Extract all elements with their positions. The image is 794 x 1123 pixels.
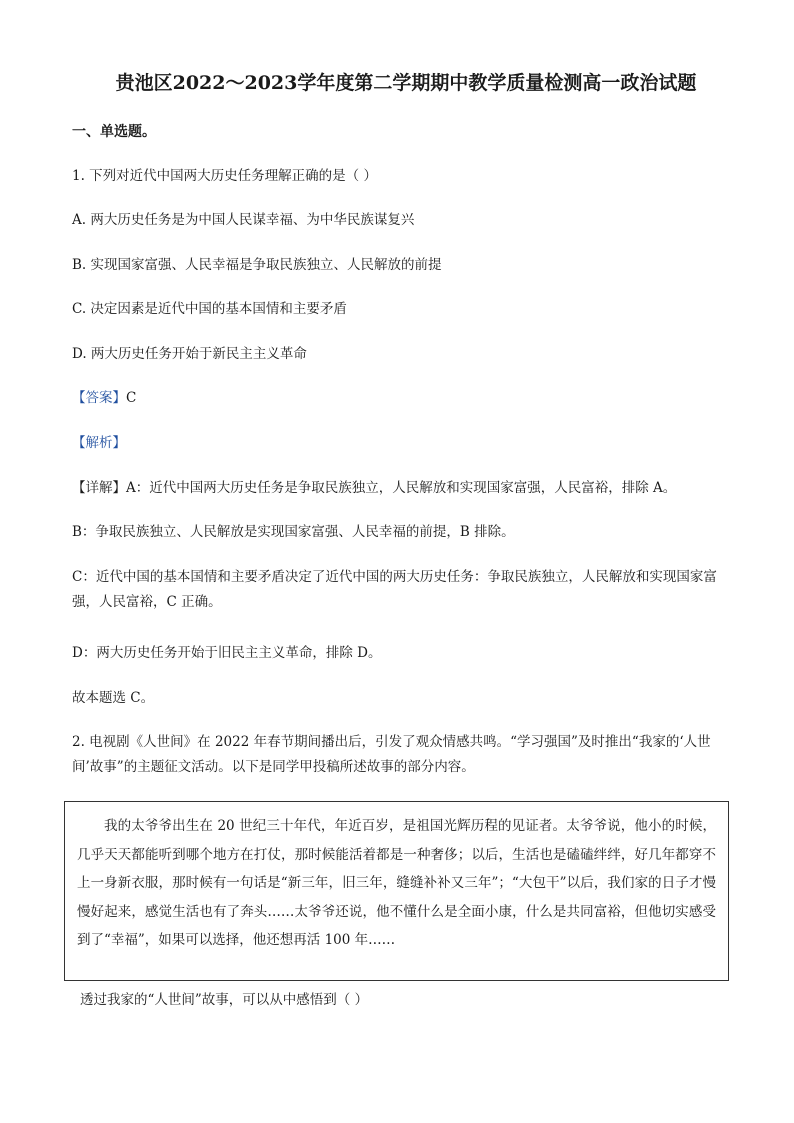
answer-tag: 【答案】 <box>72 390 126 406</box>
detail-a <box>72 478 676 498</box>
analysis-tag: 【解析】 <box>72 435 126 451</box>
detail-d: D：两大历史任务开始于旧民主主义革命，排除 D。 <box>72 645 382 661</box>
detail-tag: 【详解】 <box>72 480 126 496</box>
question-1-stem: 1. 下列对近代中国两大历史任务理解正确的是（ ） <box>72 168 377 184</box>
detail-c: C：近代中国的基本国情和主要矛盾决定了近代中国的两大历史任务：争取民族独立，人民解放和实现国家富强，人民富裕，C 正确。 <box>72 569 717 610</box>
question-1-option-b: B. 实现国家富强、人民幸福是争取民族独立、人民解放的前提 <box>72 257 442 273</box>
question-1-conclusion: 故本题选 C。 <box>72 690 155 706</box>
detail-b: B：争取民族独立、人民解放是实现国家富强、人民幸福的前提，B 排除。 <box>72 524 515 540</box>
exam-title: 贵池区2022～2023学年度第二学期期中教学质量检测高一政治试题 <box>115 72 697 94</box>
question-2-question: 透过我家的“人世间”故事，可以从中感悟到（ ） <box>80 992 369 1008</box>
answer-value: C <box>126 390 137 406</box>
story-passage-box: 我的太爷爷出生在 20 世纪三十年代，年近百岁，是祖国光辉历程的见证者。太爷爷说，他小的时候，几乎天天都能听到哪个地方在打仗，那时候能活着都是一种奢侈；以后，生活也是磕磕绊绊，好几年都穿不上一身新衣服，那时候有一句话是“新三年，旧三年，缝缝补补又三年”；“大包干”以后，我们家的日子才慢慢好起来，感觉生活也有了奔头……太爷爷还说，他不懂什么是全面小康，什么是共同富裕，但他切实感受到了“幸福”，如果可以选择，他还想再活 100 年…… <box>64 801 729 981</box>
question-1-option-c: C. 决定因素是近代中国的基本国情和主要矛盾 <box>72 301 347 317</box>
question-2-stem: 2. 电视剧《人世间》在 2022 年春节期间播出后，引发了观众情感共鸣。“学习强国”及时推出“我家的‘人世间’故事”的主题征文活动。以下是同学甲投稿所述故事的部分内容。 <box>72 734 711 775</box>
question-1-option-d: D. 两大历史任务开始于新民主主义革命 <box>72 346 307 362</box>
detail-a-text: A：近代中国两大历史任务是争取民族独立，人民解放和实现国家富强，人民富裕，排除 A。 <box>126 480 677 496</box>
question-1-answer <box>72 388 136 408</box>
section-heading: 一、单选题。 <box>72 124 156 140</box>
question-1-option-a: A. 两大历史任务是为中国人民谋幸福、为中华民族谋复兴 <box>72 212 415 228</box>
